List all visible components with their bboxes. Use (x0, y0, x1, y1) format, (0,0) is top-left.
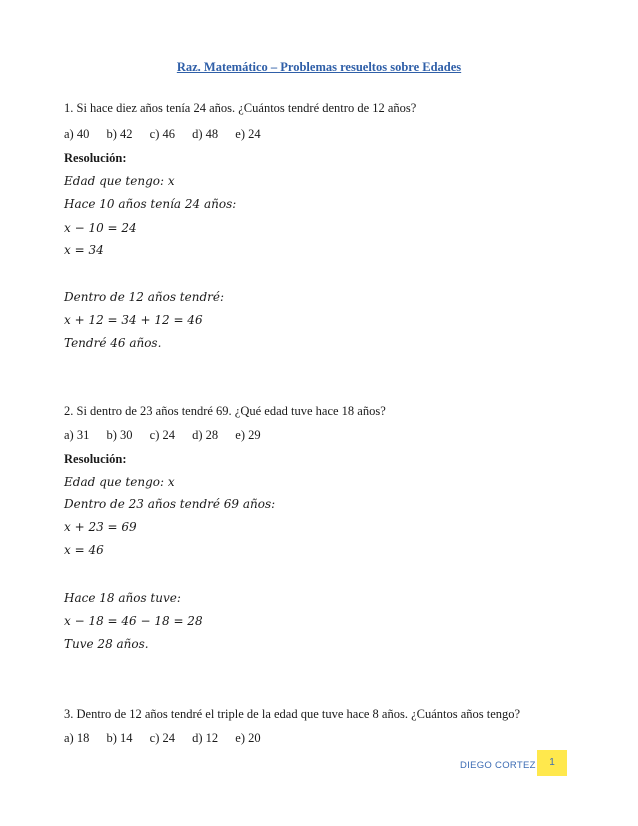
option: a) 18 (64, 731, 90, 745)
problem-3-statement: 3. Dentro de 12 años tendré el triple de la edad que tuve hace 8 años. ¿Cuántos años tengo? (64, 707, 521, 721)
step: Dentro de 23 años tendré 69 años: (64, 497, 276, 511)
problem-2-statement: 2. Si dentro de 23 años tendré 69. ¿Qué edad tuve hace 18 años? (64, 404, 386, 418)
step: x − 18 = 46 − 18 = 28 (64, 614, 203, 628)
problem-1-options (64, 127, 275, 142)
option: e) 20 (235, 731, 261, 745)
step: x = 34 (64, 243, 104, 257)
step: Dentro de 12 años tendré: (64, 290, 225, 304)
step: Edad que tengo: x (64, 475, 175, 489)
step: x + 12 = 34 + 12 = 46 (64, 313, 203, 327)
step: Tendré 46 años. (64, 336, 162, 350)
option: c) 24 (149, 428, 175, 442)
step: Hace 10 años tenía 24 años: (64, 197, 237, 211)
option: c) 24 (149, 731, 175, 745)
step: x + 23 = 69 (64, 520, 137, 534)
step: x = 46 (64, 543, 104, 557)
resolution-label: Resolución: (64, 151, 127, 165)
option: d) 48 (192, 127, 219, 141)
problem-3-options (64, 731, 275, 746)
option: d) 12 (192, 731, 219, 745)
step: Tuve 28 años. (64, 637, 149, 651)
option: b) 30 (106, 428, 133, 442)
step: Edad que tengo: x (64, 174, 175, 188)
option: b) 42 (106, 127, 133, 141)
option: a) 40 (64, 127, 90, 141)
option: e) 24 (235, 127, 261, 141)
step: Hace 18 años tuve: (64, 591, 181, 605)
option: d) 28 (192, 428, 219, 442)
option: a) 31 (64, 428, 90, 442)
option: e) 29 (235, 428, 261, 442)
problem-2-options (64, 428, 275, 443)
resolution-label: Resolución: (64, 452, 127, 466)
footer-author: DIEGO CORTEZ (460, 760, 536, 771)
problem-1-statement: 1. Si hace diez años tenía 24 años. ¿Cuántos tendré dentro de 12 años? (64, 101, 417, 115)
option: c) 46 (149, 127, 175, 141)
option: b) 14 (106, 731, 133, 745)
step: x − 10 = 24 (64, 221, 137, 235)
page-title: Raz. Matemático – Problemas resueltos sobre Edades (176, 60, 462, 74)
page-number: 1 (537, 750, 567, 776)
